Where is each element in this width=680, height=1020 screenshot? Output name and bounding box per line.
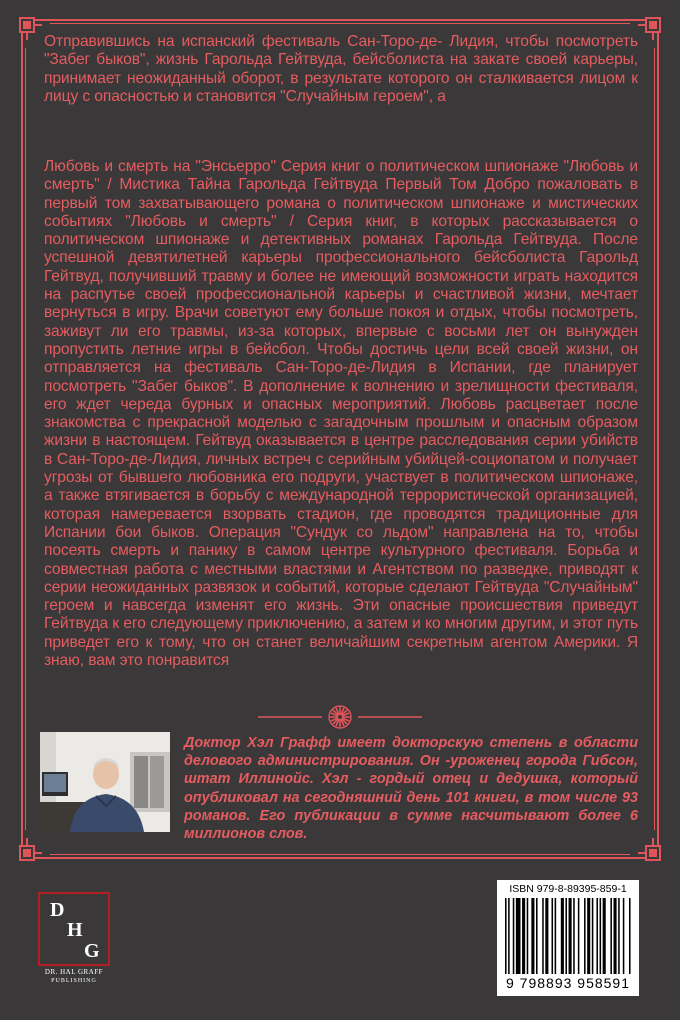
barcode-bar [592, 898, 594, 974]
barcode-bar [555, 898, 557, 974]
barcode-bar [505, 898, 507, 974]
border-line [21, 38, 23, 840]
barcode-bar [527, 898, 529, 974]
description-paragraph: Любовь и смерть на "Энсьерро" Серия книг о политическом шпионаже "Любовь и смерть" / Мистика Тайна Гарольда Гейтвуда Первый Том Добро пожаловать в первый том захватывающего романа о политическом шпионаже и мистических событиях "Любовь и смерть" / Серия книг, в которых рассказывается о политическом шпионаже и детективных романах Гарольда Гейтвуда. После успешной девятилетней карьеры профессионального бейсболиста Гарольд Гейтвуд, получивший травму и более не имеющий возможности играть находится на распутье своей профессиональной карьеры и счастливой жизни, мечтает вернуться в игру. Врачи советуют ему больше покоя и отдых, чтобы посмотреть, заживут ли его травмы, из-за которых, впервые с восьми лет он вынужден пропустить летние игры в бейсбол. Чтобы достичь цели всей своей жизни, он отправляется на фестиваль Сан-Торо-де-Лидия в Испании, где планирует посмотреть "Забег быков". В дополнение к волнению и зрелищности фестиваля, его ждет череда бурных и опасных мероприятий. Любовь расцветает после знакомства с прекрасной моделью с загадочным прошлым и опасным образом жизни в настоящем. Гейтвуд оказывается в центре расследования серии убийств в Сан-Торо-де-Лидия, личных встреч с серийным убийцей-социопатом и получает угрозы от бывшего любовника его подруги, участвует в политическом шпионаже, а также втягивается в борьбу с международной террористической организацией, которая намеревается взорвать стадион, где проводятся традиционные для Испании бои быков. Операция "Сундук со льдом" направлена на то, чтобы посеять смерть и панику в самом центре культурного фестиваля. Борьба и совместная работа с местными властями и Агентством по разведке, приводят к серии неожиданных развязок и событий, которые сделают Гейтвуда "Случайным" героем и навсегда изменят его жизнь. Эти опасные происшествия приведут Гейтвуда к его следующему приключению, а затем и ко многим другим, и этот путь приведет его к тому, что он станет величайшим секретным агентом Америки. Я знаю, вам это понравится [44, 158, 638, 670]
barcode-bar [513, 898, 515, 974]
isbn-label: ISBN 979-8-89395-859-1 [509, 883, 627, 895]
border-line [50, 23, 630, 24]
barcode-bar [596, 898, 598, 974]
barcode-digits: 9 798893 958591 [506, 975, 630, 991]
barcode-bar [522, 898, 525, 974]
barcode-bar [561, 898, 564, 974]
barcode-bar [610, 898, 612, 974]
barcode-bar [600, 898, 602, 974]
barcode-bars [501, 898, 635, 974]
border-line [657, 38, 659, 840]
logo-letter: D [50, 899, 65, 921]
isbn-barcode [497, 880, 639, 996]
ornament-divider-icon [258, 703, 422, 731]
barcode-bar [618, 898, 620, 974]
barcode-bar [536, 898, 538, 974]
publisher-subtitle: PUBLISHING [51, 978, 97, 984]
barcode-bar [603, 898, 606, 974]
barcode-bar [565, 898, 567, 974]
border-line [50, 854, 630, 855]
barcode-bar [614, 898, 617, 974]
barcode-bar [531, 898, 534, 974]
barcode-bar [629, 898, 631, 974]
barcode-bar [578, 898, 580, 974]
blurb-paragraph: Отправившись на испанский фестиваль Сан-Торо-де- Лидия, чтобы посмотреть "Забег быков", жизнь Гарольда Гейтвуда, бейсболиста на закате своей карьеры, принимает неожиданный оборот, в результате которого он сталкивается лицом к лицу с опасностью и становится "Случайным героем", а [44, 33, 638, 105]
barcode-bar [623, 898, 625, 974]
publisher-name: DR. HAL GRAFF [44, 968, 104, 976]
publisher-logo-box [38, 892, 110, 966]
border-line [40, 857, 640, 859]
publisher-logo [34, 892, 114, 992]
logo-letter: G [84, 940, 100, 962]
barcode-bar [516, 898, 521, 974]
author-bio: Доктор Хэл Графф имеет докторскую степень в области делового администрирования. Он -уроженец города Гибсон, штат Иллинойс. Хэл - гордый отец и дедушка, который опубликовал на сегодняшний день 101 книги, в том числе 93 романов. Его публикации в сумме насчитывают более 6 миллионов слов. [184, 735, 638, 843]
barcode-bar [552, 898, 554, 974]
logo-letter: H [67, 919, 83, 941]
barcode-bar [542, 898, 544, 974]
barcode-bar [573, 898, 575, 974]
border-line [25, 48, 26, 830]
barcode-bar [584, 898, 586, 974]
author-photo [40, 732, 170, 832]
border-line [654, 48, 655, 830]
border-line [40, 19, 640, 21]
barcode-bar [587, 898, 590, 974]
barcode-bar [569, 898, 572, 974]
barcode-bar [545, 898, 548, 974]
barcode-bar [508, 898, 510, 974]
